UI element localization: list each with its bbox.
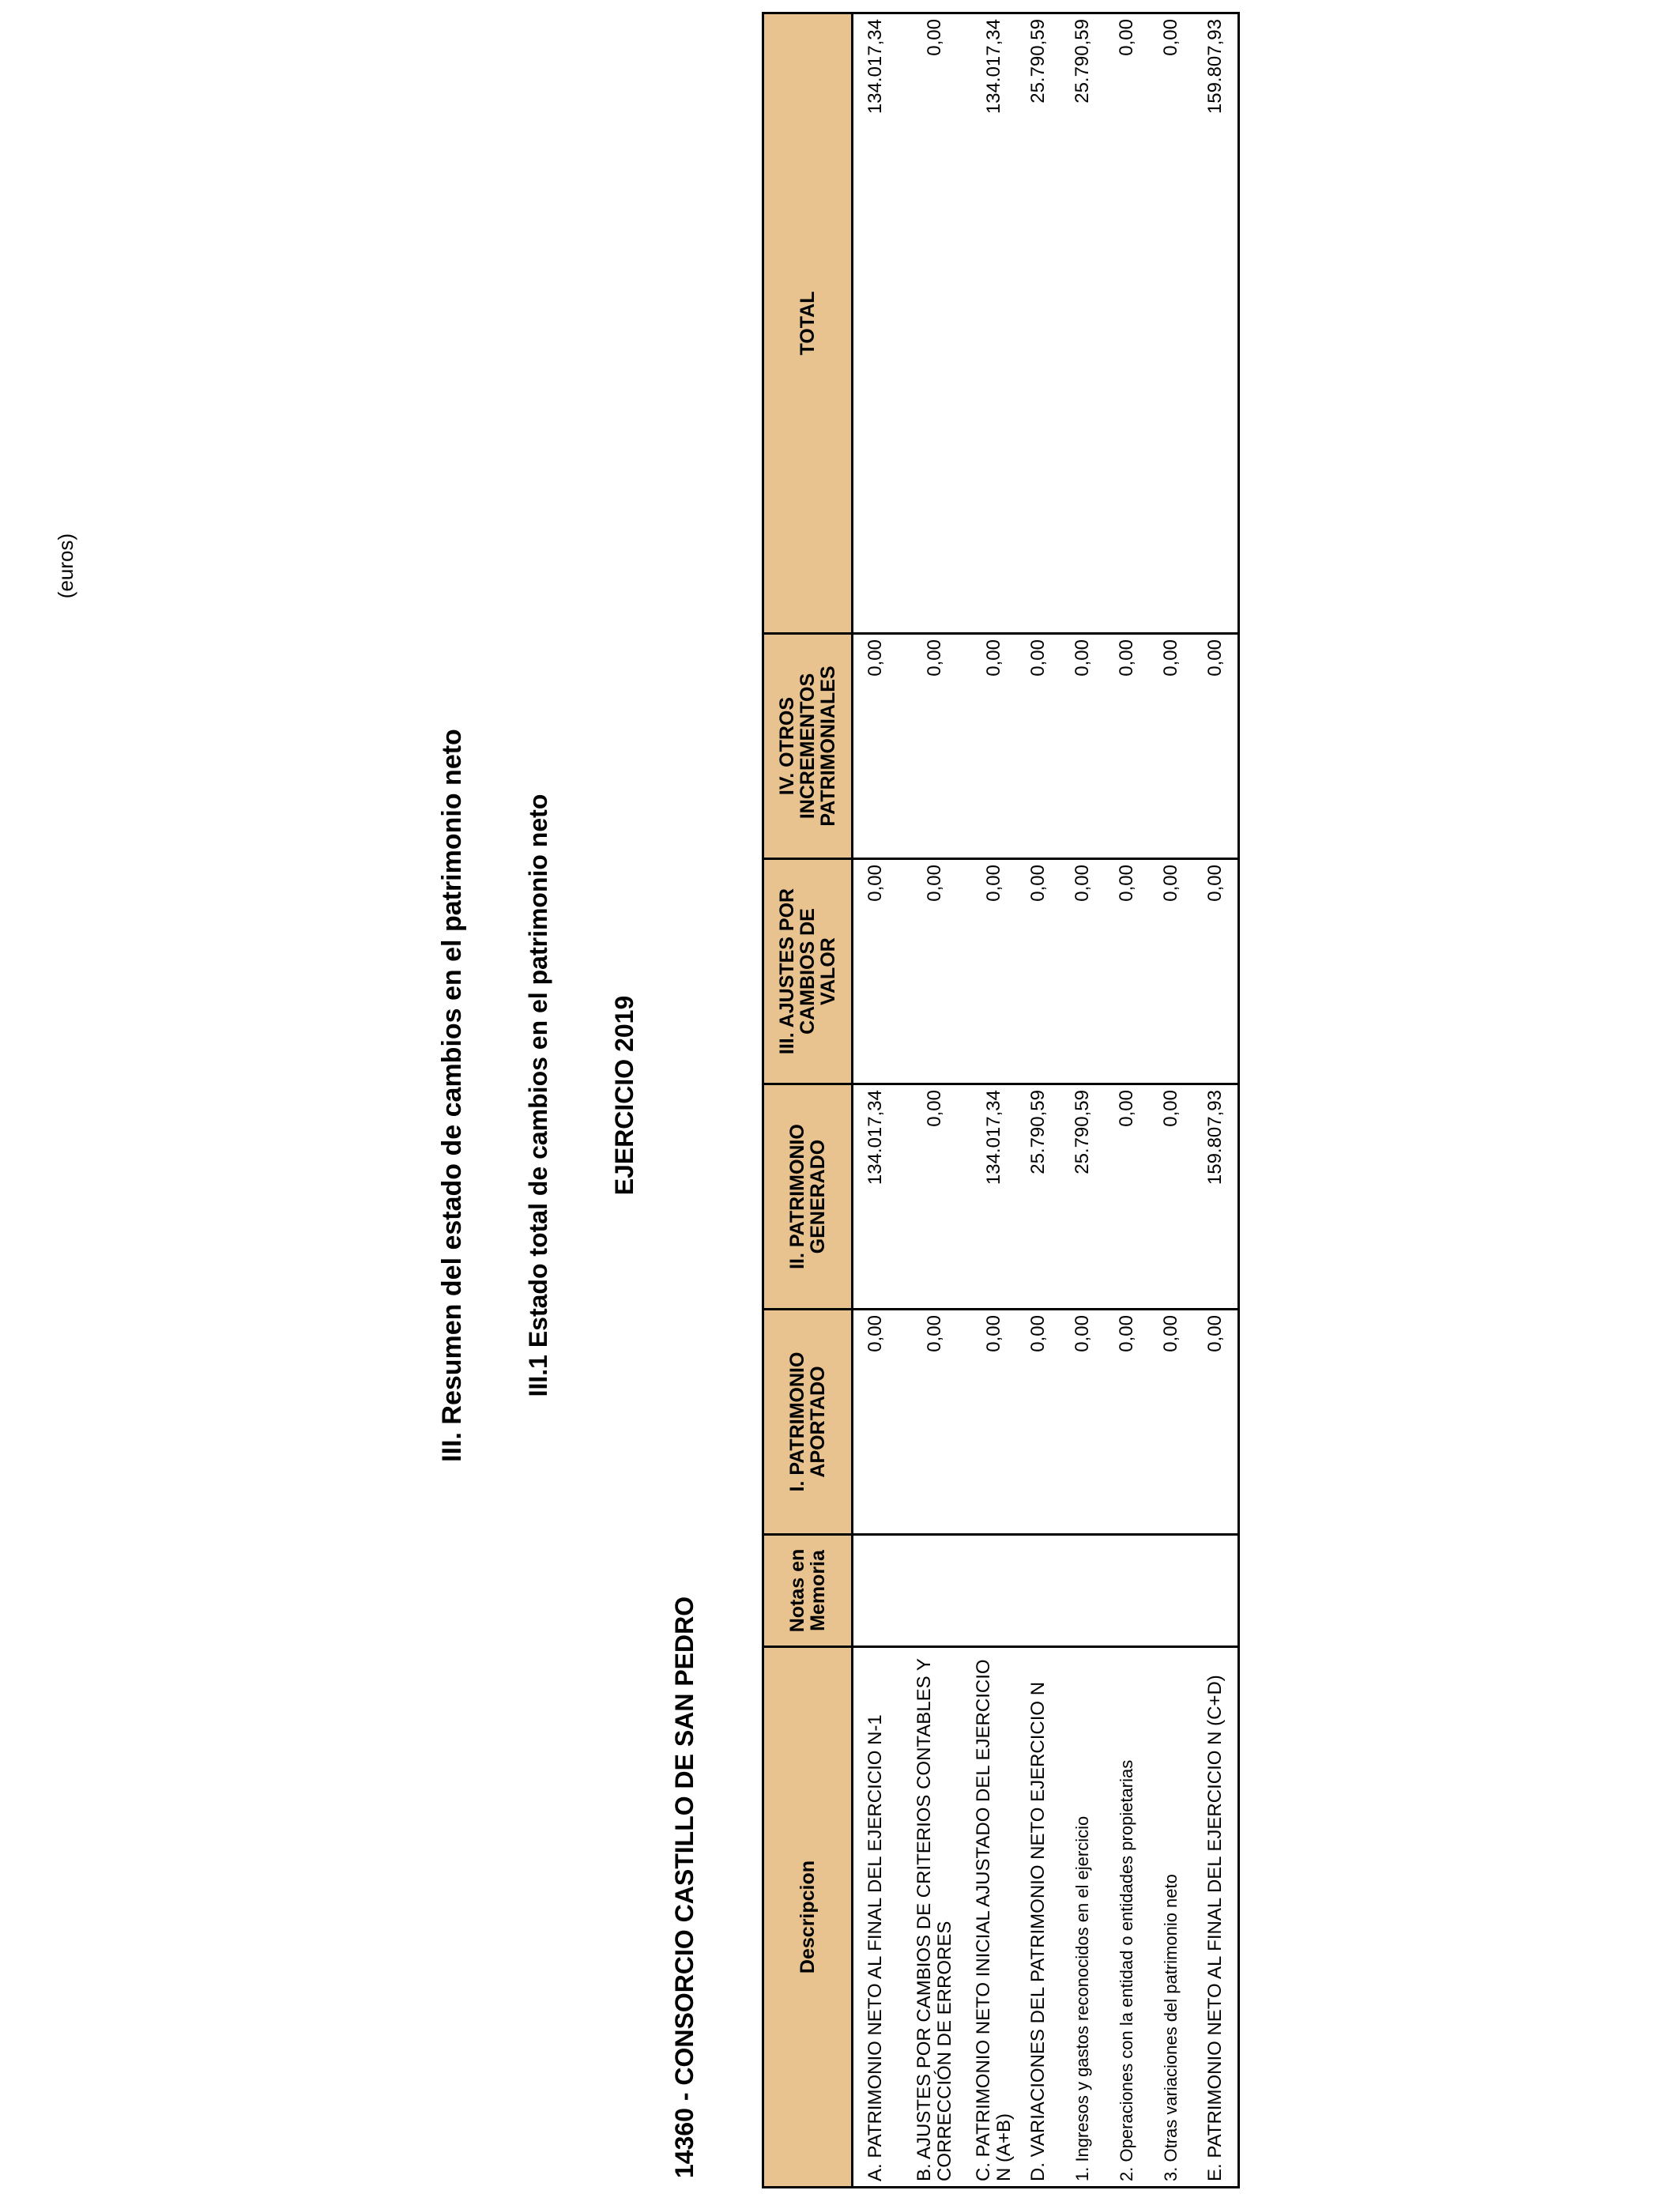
cell-notas bbox=[1105, 1535, 1149, 1647]
cell-otros: 0,00 bbox=[1016, 634, 1060, 859]
cell-otros: 0,00 bbox=[1149, 634, 1193, 859]
cell-aportado: 0,00 bbox=[1193, 1310, 1239, 1535]
cell-ajustes: 0,00 bbox=[1193, 859, 1239, 1084]
table-row bbox=[1149, 13, 1193, 2188]
cell-descripcion: 3. Otras variaciones del patrimonio neto bbox=[1149, 1647, 1193, 2188]
table-row bbox=[1060, 13, 1105, 2188]
entity-name: 14360 - CONSORCIO CASTILLO DE SAN PEDRO bbox=[670, 1596, 699, 2178]
cell-aportado: 0,00 bbox=[1060, 1310, 1105, 1535]
table-row bbox=[898, 13, 972, 2188]
cell-generado: 134.017,34 bbox=[853, 1084, 898, 1310]
cell-descripcion: E. PATRIMONIO NETO AL FINAL DEL EJERCICIO N (C+D) bbox=[1193, 1647, 1239, 2188]
cell-aportado: 0,00 bbox=[1105, 1310, 1149, 1535]
header-notas: Notas en Memoria bbox=[763, 1535, 853, 1647]
currency-unit: (euros) bbox=[54, 533, 77, 599]
equity-changes-table bbox=[762, 12, 1240, 2188]
cell-notas bbox=[1060, 1535, 1105, 1647]
cell-notas bbox=[1149, 1535, 1193, 1647]
cell-notas bbox=[972, 1535, 1016, 1647]
cell-total: 0,00 bbox=[1149, 13, 1193, 634]
cell-otros: 0,00 bbox=[1193, 634, 1239, 859]
cell-notas bbox=[1193, 1535, 1239, 1647]
cell-total: 25.790,59 bbox=[1016, 13, 1060, 634]
table-row bbox=[853, 13, 898, 2188]
header-generado: II. PATRIMONIO GENERADO bbox=[763, 1084, 853, 1310]
cell-ajustes: 0,00 bbox=[853, 859, 898, 1084]
cell-generado: 25.790,59 bbox=[1060, 1084, 1105, 1310]
cell-aportado: 0,00 bbox=[853, 1310, 898, 1535]
table-row bbox=[1105, 13, 1149, 2188]
cell-ajustes: 0,00 bbox=[972, 859, 1016, 1084]
cell-otros: 0,00 bbox=[898, 634, 972, 859]
cell-ajustes: 0,00 bbox=[898, 859, 972, 1084]
cell-notas bbox=[898, 1535, 972, 1647]
cell-generado: 134.017,34 bbox=[972, 1084, 1016, 1310]
cell-descripcion: B. AJUSTES POR CAMBIOS DE CRITERIOS CONTABLES Y CORRECCIÓN DE ERRORES bbox=[898, 1647, 972, 2188]
cell-aportado: 0,00 bbox=[1016, 1310, 1060, 1535]
header-descripcion: Descripcion bbox=[763, 1647, 853, 2188]
section-title: III.1 Estado total de cambios en el patrimonio neto bbox=[524, 794, 552, 1397]
main-title: III. Resumen del estado de cambios en el patrimonio neto bbox=[437, 729, 467, 1462]
cell-total: 0,00 bbox=[1105, 13, 1149, 634]
header-aportado: I. PATRIMONIO APORTADO bbox=[763, 1310, 853, 1535]
cell-aportado: 0,00 bbox=[1149, 1310, 1193, 1535]
table-row bbox=[1016, 13, 1060, 2188]
cell-ajustes: 0,00 bbox=[1060, 859, 1105, 1084]
exercise-title: EJERCICIO 2019 bbox=[610, 995, 638, 1196]
cell-descripcion: C. PATRIMONIO NETO INICIAL AJUSTADO DEL EJERCICIO N (A+B) bbox=[972, 1647, 1016, 2188]
cell-otros: 0,00 bbox=[972, 634, 1016, 859]
table-row bbox=[972, 13, 1016, 2188]
cell-descripcion: A. PATRIMONIO NETO AL FINAL DEL EJERCICIO N-1 bbox=[853, 1647, 898, 2188]
cell-generado: 159.807,93 bbox=[1193, 1084, 1239, 1310]
cell-descripcion: D. VARIACIONES DEL PATRIMONIO NETO EJERCICIO N bbox=[1016, 1647, 1060, 2188]
cell-otros: 0,00 bbox=[1060, 634, 1105, 859]
cell-descripcion: 2. Operaciones con la entidad o entidades propietarias bbox=[1105, 1647, 1149, 2188]
cell-total: 159.807,93 bbox=[1193, 13, 1239, 634]
cell-generado: 0,00 bbox=[1149, 1084, 1193, 1310]
cell-total: 0,00 bbox=[898, 13, 972, 634]
table-row bbox=[1193, 13, 1239, 2188]
cell-ajustes: 0,00 bbox=[1149, 859, 1193, 1084]
cell-total: 134.017,34 bbox=[972, 13, 1016, 634]
cell-notas bbox=[1016, 1535, 1060, 1647]
cell-notas bbox=[853, 1535, 898, 1647]
header-otros: IV. OTROS INCREMENTOS PATRIMONIALES bbox=[763, 634, 853, 859]
cell-ajustes: 0,00 bbox=[1105, 859, 1149, 1084]
header-total: TOTAL bbox=[763, 13, 853, 634]
cell-aportado: 0,00 bbox=[898, 1310, 972, 1535]
cell-total: 25.790,59 bbox=[1060, 13, 1105, 634]
cell-otros: 0,00 bbox=[853, 634, 898, 859]
header-ajustes: III. AJUSTES POR CAMBIOS DE VALOR bbox=[763, 859, 853, 1084]
cell-generado: 25.790,59 bbox=[1016, 1084, 1060, 1310]
cell-total: 134.017,34 bbox=[853, 13, 898, 634]
cell-descripcion: 1. Ingresos y gastos reconocidos en el ejercicio bbox=[1060, 1647, 1105, 2188]
cell-generado: 0,00 bbox=[898, 1084, 972, 1310]
cell-generado: 0,00 bbox=[1105, 1084, 1149, 1310]
table-header-row bbox=[763, 13, 853, 2188]
cell-aportado: 0,00 bbox=[972, 1310, 1016, 1535]
cell-ajustes: 0,00 bbox=[1016, 859, 1060, 1084]
cell-otros: 0,00 bbox=[1105, 634, 1149, 859]
